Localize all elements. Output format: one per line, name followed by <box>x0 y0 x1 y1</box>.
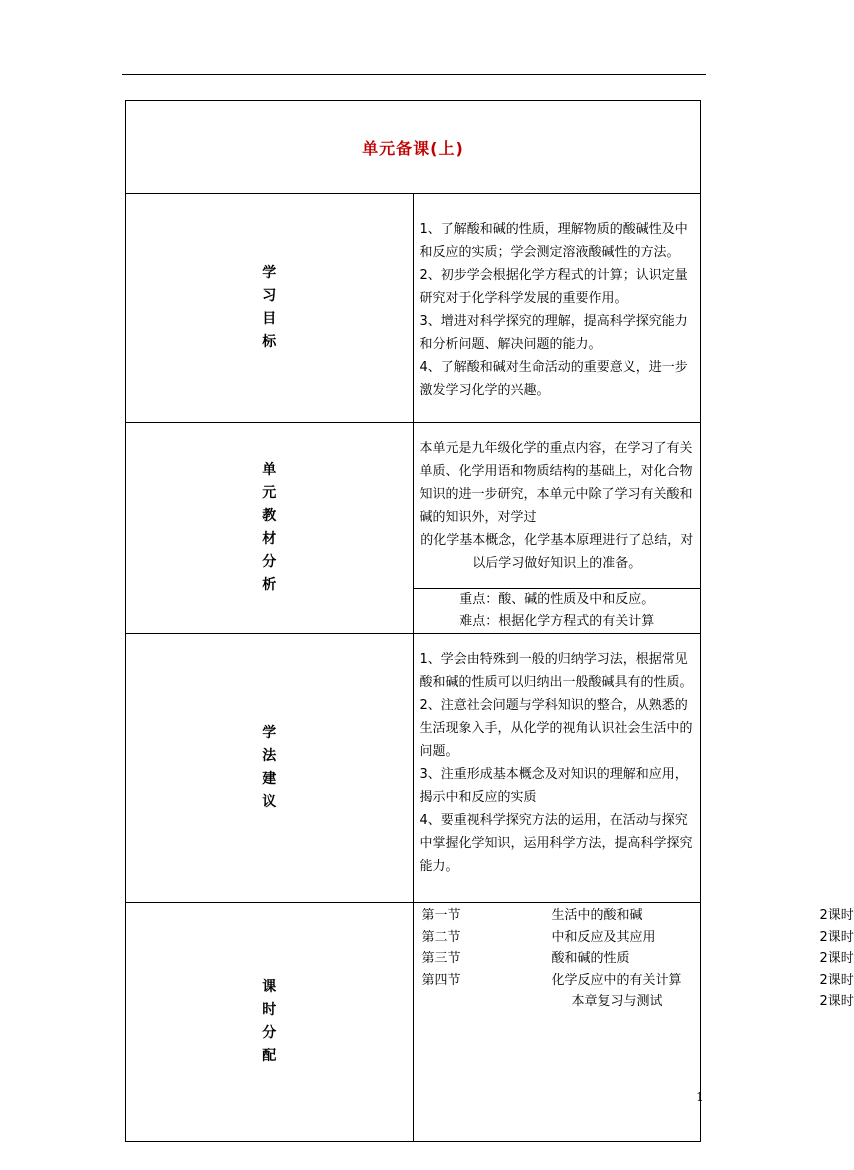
schedule-section: 第二节 <box>421 929 461 945</box>
title-cell <box>126 101 701 194</box>
schedule-topic: 酸和碱的性质 <box>551 951 630 966</box>
schedule-topic: 本章复习与测试 <box>571 994 663 1009</box>
schedule-hours: 2课时 <box>819 908 854 923</box>
schedule-hours: 2课时 <box>819 972 854 988</box>
method-item: 3、注重形成基本概念及对知识的理解和应用，揭示中和反应的实质 <box>419 767 688 805</box>
schedule-row <box>422 991 854 1013</box>
schedule-row <box>421 905 854 927</box>
key-points-cell <box>413 589 701 634</box>
method-item: 2、注意社会问题与学科知识的整合，从熟悉的生活现象入手，从化学的视角认识社会生活中的问题。 <box>419 698 693 759</box>
key-point: 重点：酸、碱的性质及中和反应。 <box>459 592 655 607</box>
schedule-topic: 生活中的酸和碱 <box>551 908 643 923</box>
analysis-label: 单元教材分析 <box>262 462 277 593</box>
goal-item: 3、增进对科学探究的理解，提高科学探究能力和分析问题、解决问题的能力。 <box>419 314 688 352</box>
schedule-section: 第三节 <box>421 951 461 966</box>
schedule-hours: 2课时 <box>819 951 854 966</box>
method-item: 1、学会由特殊到一般的归纳学习法，根据常见酸和碱的性质可以归纳出一般酸碱具有的性质。 <box>419 652 693 690</box>
methods-content-cell <box>413 634 701 903</box>
goals-content-cell <box>413 194 701 423</box>
page-number: 1 <box>696 1090 704 1104</box>
schedule-label-cell <box>126 903 414 1142</box>
goal-item: 2、初步学会根据化学方程式的计算；认识定量研究对于化学科学发展的重要作用。 <box>419 268 688 306</box>
goal-item: 4、了解酸和碱对生命活动的重要意义，进一步激发学习化学的兴趣。 <box>419 360 688 398</box>
schedule-hours: 2课时 <box>819 994 854 1009</box>
schedule-row <box>421 970 854 992</box>
schedule-row <box>421 948 854 970</box>
page-title: 单元备课(上) <box>362 138 464 158</box>
difficulty-point: 难点：根据化学方程式的有关计算 <box>459 614 655 629</box>
schedule-content-cell <box>413 903 854 1142</box>
methods-label: 学法建议 <box>262 725 277 810</box>
goals-label-cell <box>126 194 414 423</box>
schedule-row <box>421 927 854 949</box>
goal-item: 1、了解酸和碱的性质，理解物质的酸碱性及中和反应的实质；学会测定溶液酸碱性的方法。 <box>419 222 688 260</box>
schedule-topic: 中和反应及其应用 <box>551 929 656 945</box>
methods-label-cell <box>126 634 414 903</box>
header-rule <box>122 74 706 75</box>
analysis-text-continued: 的化学基本概念，化学基本原理进行了总结，对以后学习做好知识上的准备。 <box>420 532 694 571</box>
schedule-section: 第一节 <box>421 908 461 923</box>
analysis-text: 本单元是九年级化学的重点内容，在学习了有关单质、化学用语和物质结构的基础上，对化合物知识的进一步研究，本单元中除了学习有关酸和碱的知识外，对学过 <box>419 440 693 525</box>
analysis-label-cell <box>126 423 414 634</box>
schedule-topic: 化学反应中的有关计算 <box>551 972 682 988</box>
goals-label: 学习目标 <box>262 265 277 350</box>
schedule-label: 课时分配 <box>262 979 277 1064</box>
method-item: 4、要重视科学探究方法的运用，在活动与探究中掌握化学知识，运用科学方法，提高科学探究能力。 <box>419 813 693 874</box>
schedule-section: 第四节 <box>421 972 461 988</box>
schedule-hours: 2课时 <box>819 929 854 945</box>
lesson-plan-table <box>125 100 854 1142</box>
analysis-content-cell <box>413 423 701 589</box>
